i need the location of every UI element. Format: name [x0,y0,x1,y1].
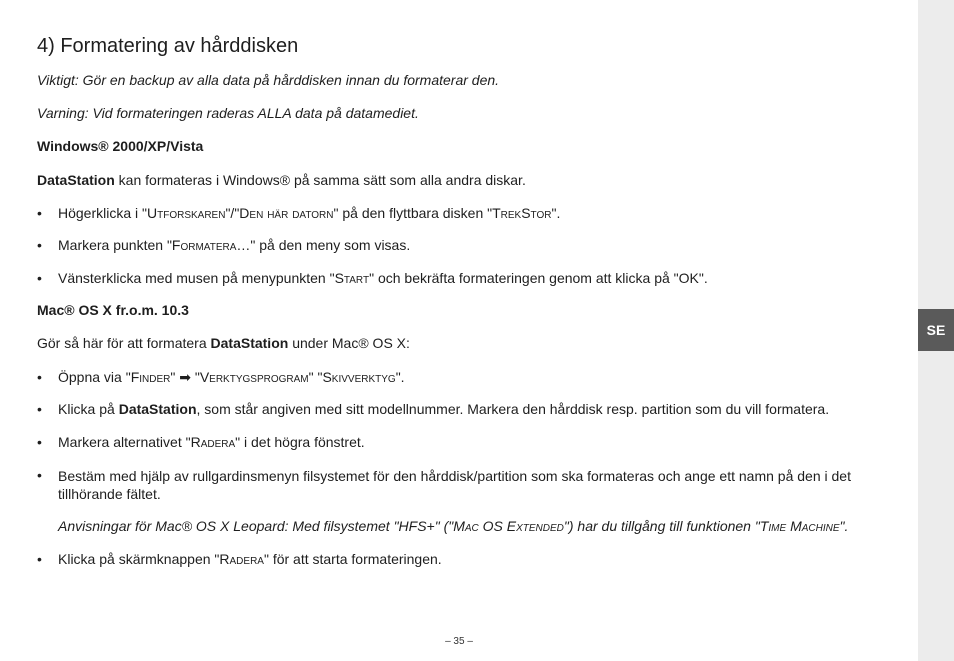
product-name: DataStation [210,335,289,351]
product-name: DataStation [118,401,197,417]
windows-intro: DataStation kan formateras i Windows® på samma sätt som alla andra diskar. [37,172,526,188]
bullet: • [37,434,42,450]
bullet: • [37,237,42,253]
windows-heading: Windows® 2000/XP/Vista [37,138,204,154]
page-title: 4) Formatering av hårddisken [37,35,299,57]
bullet: • [37,551,42,567]
bullet: • [37,205,42,221]
bullet: • [37,467,42,483]
mac-heading: Mac® OS X fr.o.m. 10.3 [37,302,189,318]
mac-intro: Gör så här för att formatera DataStation under Mac® OS X: [37,335,410,351]
arrow-right-icon: " ➡ " [170,369,200,385]
leopard-note: Anvisningar för Mac® OS X Leopard: Med filsystemet "HFS+" ("Mac OS Extended") har du tillgång till funktionen "Time Machine". [58,518,849,534]
language-sidebar [918,0,954,661]
language-tab-se: SE [918,309,954,351]
bullet: • [37,401,42,417]
document-page: 4) Formatering av hårddisken Viktigt: Gör en backup av alla data på hårddisken innan du formaterar den. Varning: Vid formateringen raderas ALLA data på datamediet. Windows® 2000/XP/Vista DataStation kan formateras i Windows® på samma sätt som alla andra diskar. • Högerklicka i "Utforskaren"/"Den här datorn" på den flyttbara disken "TrekStor". • Markera punkten "Formatera…" på den meny som visas. • Vänsterklicka med musen på menypunkten "Start" och bekräfta formateringen genom att klicka på "OK". Mac® OS X fr.o.m. 10.3 Gör så här för att formatera DataStation under Mac® OS X: • Öppna via "Finder" ➡ "Verktygsprogram" "Skivverktyg". • Klicka på DataStation, som står angiven med sitt modellnummer. Markera den hårddisk resp. partition som du vill formatera. • Markera alternativet "Radera" i det högra fönstret. • Bestäm med hjälp av rullgardinsmenyn filsystemet för den hårddisk/partition som ska formateras och ange ett namn på den i det tillhörande fältet. Anvisningar för Mac® OS X Leopard: Med filsystemet "HFS+" ("Mac OS Extended") har du tillgång till funktionen "Time Machine". • Klicka på skärmknappen "Radera" för att starta formateringen. [37,35,851,567]
page-number: – 35 – [445,636,473,647]
bullet: • [37,369,42,385]
product-name: DataStation [37,172,115,188]
bullet: • [37,270,42,286]
important-note: Viktigt: Gör en backup av alla data på hårddisken innan du formaterar den. [37,72,500,88]
warning-note: Varning: Vid formateringen raderas ALLA data på datamediet. [37,105,419,121]
